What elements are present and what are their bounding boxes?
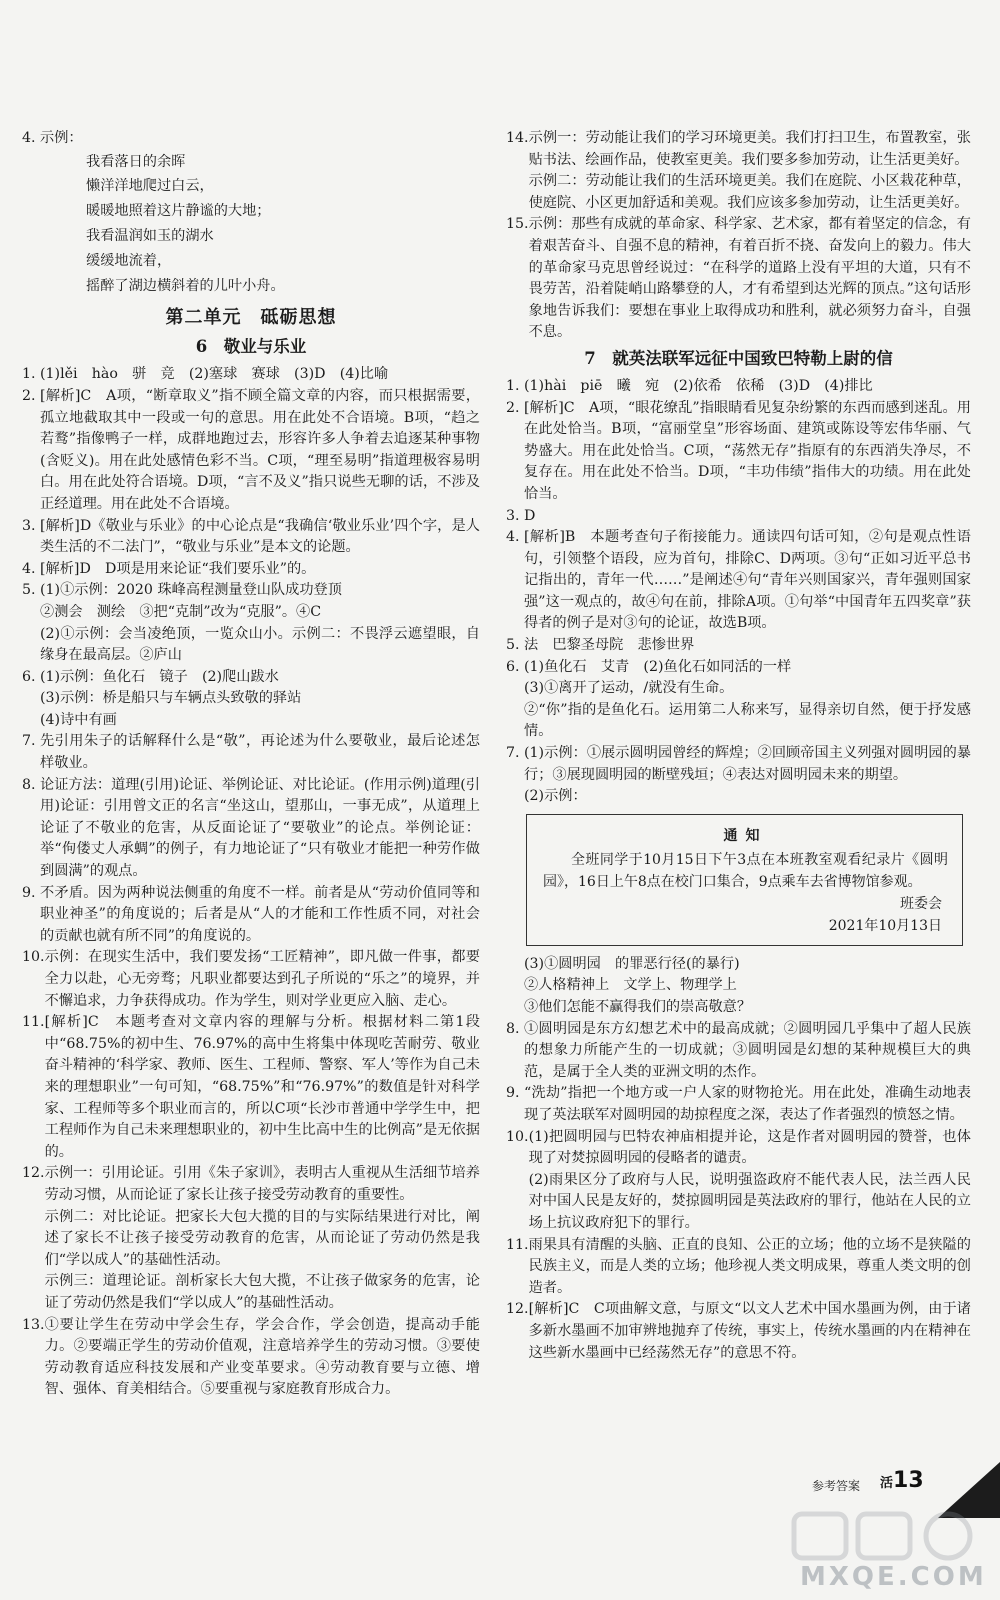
answer-line: 先引用朱子的话解释什么是“敬”，再论述为什么要敬业，最后论述怎样敬业。 bbox=[40, 733, 480, 772]
answer-item bbox=[506, 214, 971, 344]
answer-body bbox=[529, 128, 971, 214]
answer-line: (2)雨果区分了政府与人民，说明强盗政府不能代表人民，法兰西人民对中国人民是友好的，焚掠圆明园是英法政府的罪行，他站在人民的立场上抗议政府犯下的罪行。 bbox=[528, 1171, 971, 1231]
answer-item bbox=[22, 947, 480, 1012]
notice-date: 2021年10月13日 bbox=[828, 917, 942, 934]
answer-line: 示例：那些有成就的革命家、科学家、艺术家，都有着坚定的信念，有着艰苦奋斗、自强不息的精神，有着百折不挠、奋发向上的毅力。伟大的革命家马克思曾经说过：“在科学的道路上没有平坦的大道，只有不畏劳苦，沿着陡峭山路攀登的人，才有希望到达光辉的顶点。”这句话形象地告诉我们：要想在事业上取得成功和胜利，就必须努力奋斗，自强不息。 bbox=[528, 216, 971, 341]
answer-body bbox=[524, 1083, 971, 1126]
answer-body bbox=[40, 128, 480, 298]
answer-item bbox=[506, 527, 971, 635]
poem-block bbox=[40, 150, 480, 299]
answer-line: ②人格精神上 文学上、物理学上 bbox=[524, 977, 737, 994]
answer-item bbox=[506, 743, 971, 808]
answer-line: (1)①示例：2020 珠峰高程测量登山队成功登顶 bbox=[40, 582, 342, 599]
answer-line: 示例二：劳动能让我们的生活环境更美。我们在庭院、小区栽花种草，使庭院、小区更加舒适和美观。我们应该多参加劳动，让生活更美好。 bbox=[528, 173, 971, 211]
answer-line: (2)示例： bbox=[524, 788, 587, 805]
answer-body bbox=[529, 1235, 971, 1300]
answer-line: [解析]C C项曲解文意，与原文“以文人艺术中国水墨画为例，由于诸多新水墨画不加审辨地抛弃了传统，事实上，传统水墨画的内在精神在这些新水墨画中已经荡然无存”的意思不符。 bbox=[528, 1301, 971, 1361]
answer-item bbox=[506, 635, 971, 657]
answer-body bbox=[524, 506, 971, 528]
footer-page bbox=[880, 1468, 924, 1493]
answer-line: 法 巴黎圣母院 悲惨世界 bbox=[524, 637, 695, 654]
poem-line: 我看温润如玉的湖水 bbox=[86, 227, 214, 244]
answer-line: [解析]C A项，“断章取义”指不顾全篇文章的内容，而只根据需要，孤立地截取其中一段或一句的意思。用在此处不合语境。B项，“趋之若鹜”指像鸭子一样，成群地跑过去，形容许多人争着去追逐某种事物(含贬义)。用在此处感情色彩不当。C项，“理至易明”指道理极容易明白。用在此处符合语境。D项，“言不及义”指只说些无聊的话，不涉及正经道理。用在此处不合语境。 bbox=[40, 387, 480, 512]
answer-number: 2. bbox=[506, 399, 520, 416]
answer-body bbox=[524, 376, 971, 398]
right-column bbox=[506, 128, 971, 1364]
answer-item bbox=[506, 1299, 971, 1364]
answer-body bbox=[40, 559, 480, 581]
answer-body bbox=[524, 398, 971, 506]
answer-line: (1)示例：①展示圆明园曾经的辉煌；②回顾帝国主义列强对圆明园的暴行；③展现圆明园的断壁残垣；④表达对圆明园未来的期望。 bbox=[524, 745, 971, 783]
answer-item bbox=[506, 376, 971, 398]
answer-line: 示例：在现实生活中，我们要发扬“工匠精神”，即凡做一件事，都要全力以赴，心无旁骛；凡职业都要达到孔子所说的“乐之”的境界，并不懈追求，力争获得成功。作为学生，则对学业更应入脑、走心。 bbox=[44, 949, 480, 1009]
answer-number: 7. bbox=[506, 745, 520, 762]
notice-signer: 班委会 bbox=[900, 895, 942, 912]
footer-ref-label: 参考答案 bbox=[812, 1479, 861, 1493]
answer-number: 5. bbox=[506, 637, 520, 654]
answer-item bbox=[22, 775, 480, 883]
answer-number: 5. bbox=[22, 582, 36, 599]
answer-body bbox=[40, 516, 480, 559]
answer-line: (1)把圆明园与巴特农神庙相提并论，这是作者对圆明园的赞誉，也体现了对焚掠圆明园的侵略者的谴责。 bbox=[528, 1128, 971, 1167]
answer-body bbox=[524, 635, 971, 657]
answer-number: 15. bbox=[506, 216, 529, 233]
answer-line: (1)鱼化石 艾青 (2)鱼化石如同活的一样 bbox=[524, 658, 792, 675]
answer-line: [解析]C 本题考查对文章内容的理解与分析。根据材料二第1段中“68.75%的初中生、76.97%的高中生将集中体现吃苦耐劳、敬业奋斗精神的‘科学家、教师、医生、工程师、警察、军人’等作为自己未来的理想职业”一句可知，“68.75%”和“76.97%”的数值是针对科学家、工程师等多个职业而言的，所以C项“长沙市普通中学学生中，把工程师作为自己未来理想职业的，初中生比高中生的比例高”是无依据的。 bbox=[44, 1014, 480, 1160]
answer-number: 1. bbox=[22, 366, 36, 383]
answer-body bbox=[524, 527, 971, 635]
answer-item bbox=[506, 398, 971, 506]
answer-item bbox=[22, 1315, 480, 1401]
answer-line: ②“你”指的是鱼化石。运用第二人称来写，显得亲切自然，便于抒发感情。 bbox=[524, 701, 971, 740]
answer-item bbox=[506, 1235, 971, 1300]
answer-line: [解析]C A项，“眼花缭乱”指眼睛看见复杂纷繁的东西而感到迷乱。用在此处恰当。B项，“富丽堂皇”形容场面、建筑或陈设等宏伟华丽、气势盛大。用在此处恰当。C项，“荡然无存”指原有的东西消失净尽，不复存在。用在此处不恰当。D项，“丰功伟绩”指伟大的功绩。用在此处恰当。 bbox=[524, 399, 971, 502]
left-column bbox=[22, 128, 480, 1401]
answer-body bbox=[529, 214, 971, 344]
answer-number: 3. bbox=[506, 507, 520, 524]
answer-body bbox=[529, 1127, 971, 1235]
notice-title: 通知 bbox=[723, 827, 768, 844]
answer-line: D bbox=[524, 507, 536, 524]
answer-number: 10. bbox=[22, 949, 45, 966]
answer-number: 11. bbox=[506, 1236, 529, 1253]
answer-item-poem bbox=[22, 128, 480, 298]
answer-line: 示例一：引用论证。引用《朱子家训》，表明古人重视从生活细节培养劳动习惯，从而论证了家长让孩子接受劳动教育的重要性。 bbox=[44, 1165, 480, 1203]
answer-line: [解析]B 本题考查句子衔接能力。通读四句话可知，②句是观点性语句，引领整个语段，应为首句，排除C、D两项。③句“正如习近平总书记指出的，青年一代……”是阐述④句“青年兴则国家兴，青年强则国家强”这一观点的，故④句在前，排除A项。①句举“中国青年五四奖章”获得者的例子是对③句的论证，故选B项。 bbox=[524, 529, 971, 632]
answer-body bbox=[45, 1163, 480, 1314]
answer-number: 4. bbox=[22, 560, 36, 577]
poem-line: 暖暖地照着这片静谧的大地； bbox=[86, 203, 271, 220]
answer-line: (2)①示例：会当凌绝顶，一览众山小。示例二：不畏浮云遮望眼，自缘身在最高层。②庐山 bbox=[40, 625, 480, 664]
answer-line: 论证方法：道理(引用)论证、举例论证、对比论证。(作用示例)道理(引用)论证：引用曾文正的名言“坐这山，望那山，一事无成”，从道理上论证了不敬业的危害，从反面论证了“要敬业”的论点。举例论证：举“佝偻丈人承蜩”的例子，有力地论证了“只有敬业才能把一种劳作做到圆满”的观点。 bbox=[40, 776, 480, 880]
answer-line: (3)①离开了运动，/就没有生命。 bbox=[524, 680, 734, 697]
answer-number: 12. bbox=[506, 1301, 529, 1318]
answer-continuation bbox=[506, 954, 971, 1019]
answer-line: [解析]D D项是用来论证“我们要乐业”的。 bbox=[40, 560, 316, 577]
answer-line: 示例： bbox=[40, 130, 83, 146]
notice-wrapper bbox=[506, 814, 971, 946]
answer-item bbox=[22, 364, 480, 386]
answer-number: 9. bbox=[22, 884, 36, 901]
answer-body bbox=[529, 1299, 971, 1364]
answer-number: 4. bbox=[22, 130, 36, 146]
answer-number: 12. bbox=[22, 1165, 45, 1182]
answer-line: (1)hài piē 曦 宛 (2)依希 依稀 (3)D (4)排比 bbox=[524, 377, 873, 394]
poem-line: 缓缓地流着， bbox=[86, 252, 172, 269]
answer-number: 1. bbox=[506, 377, 520, 394]
answer-number: 2. bbox=[22, 387, 36, 404]
answer-line: (4)诗中有画 bbox=[40, 711, 117, 728]
answer-line: [解析]D《敬业与乐业》的中心论点是“我确信‘敬业乐业’四个字，是人类生活的不二法门”，“敬业与乐业”是本文的论题。 bbox=[40, 517, 480, 556]
answer-body bbox=[40, 580, 480, 666]
answer-number: 10. bbox=[506, 1128, 529, 1145]
unit-title: 第二单元 砥砺思想 bbox=[165, 307, 337, 329]
answer-item bbox=[22, 731, 480, 774]
answer-number: 3. bbox=[22, 517, 36, 534]
lesson-title: 6 敬业与乐业 bbox=[195, 337, 307, 357]
answer-number: 11. bbox=[22, 1014, 45, 1031]
answer-body bbox=[40, 667, 480, 732]
page-prefix: 活 bbox=[880, 1476, 894, 1491]
notice-body: 全班同学于10月15日下午3点在本班教室观看纪录片《圆明园》，16日上午8点在校门口集合，9点乘车去省博物馆参观。 bbox=[543, 851, 948, 890]
answer-number: 4. bbox=[506, 529, 520, 546]
answer-line: ②测会 测绘 ③把“克制”改为“克服”。④C bbox=[40, 603, 322, 620]
lesson-title: 7 就英法联军远征中国致巴特勒上尉的信 bbox=[584, 348, 893, 368]
answer-body bbox=[524, 743, 971, 808]
answer-number: 8. bbox=[506, 1020, 520, 1037]
answer-line: 雨果具有清醒的头脑、正直的良知、公正的立场；他的立场不是狭隘的民族主义，而是人类的立场；他珍视人类文明成果，尊重人类文明的创造者。 bbox=[528, 1236, 971, 1296]
answer-line: “洗劫”指把一个地方或一户人家的财物抢光。用在此处，准确生动地表现了英法联军对圆明园的劫掠程度之深，表达了作者强烈的愤怒之情。 bbox=[524, 1085, 971, 1123]
poem-line: 摇醉了湖边横斜着的儿叶小舟。 bbox=[86, 277, 285, 294]
watermark-text: MXQE.COM bbox=[800, 1562, 987, 1592]
answer-item bbox=[506, 657, 971, 743]
answer-item bbox=[22, 386, 480, 516]
answer-body bbox=[524, 1019, 971, 1084]
answer-line: ①圆明园是东方幻想艺术中的最高成就；②圆明园几乎集中了超人民族的想象力所能产生的一切成就；③圆明园是幻想的某种规模巨大的典范，是属于全人类的亚洲文明的杰作。 bbox=[524, 1020, 971, 1080]
answer-item bbox=[22, 559, 480, 581]
answer-item bbox=[22, 1012, 480, 1163]
answer-body bbox=[40, 883, 480, 948]
answer-body bbox=[40, 731, 480, 774]
answer-body bbox=[45, 947, 480, 1012]
answer-number: 6. bbox=[506, 658, 520, 675]
notice-box bbox=[526, 814, 963, 946]
answer-number: 6. bbox=[22, 668, 36, 685]
answer-item bbox=[22, 580, 480, 666]
answer-line: (1)lěi hào 骈 竞 (2)塞球 赛球 (3)D (4)比喻 bbox=[40, 366, 389, 383]
answer-item bbox=[22, 667, 480, 732]
page-number: 13 bbox=[893, 1468, 924, 1493]
answer-item bbox=[506, 128, 971, 214]
poem-line: 懒洋洋地爬过白云， bbox=[86, 178, 214, 195]
answer-number: 7. bbox=[22, 733, 36, 750]
answer-number: 14. bbox=[506, 130, 529, 146]
answer-number: 8. bbox=[22, 776, 36, 793]
answer-number: 9. bbox=[506, 1085, 520, 1102]
answer-line: (3)示例：桥是船只与车辆点头致敬的驿站 bbox=[40, 690, 302, 707]
answer-line: 示例一：劳动能让我们的学习环境更美。我们打扫卫生，布置教室，张贴书法、绘画作品，使教室更美。我们要多参加劳动，让生活更美好。 bbox=[528, 130, 971, 168]
answer-line: 示例三：道理论证。剖析家长大包大揽，不让孩子做家务的危害，论证了劳动仍然是我们“学以成人”的基础性活动。 bbox=[44, 1273, 480, 1311]
answer-line: 示例二：对比论证。把家长大包大揽的目的与实际结果进行对比，阐述了家长不让孩子接受劳动教育的危害，从而论证了劳动仍然是我们“学以成人”的基础性活动。 bbox=[44, 1208, 480, 1268]
answer-line: ①要让学生在劳动中学会生存，学会合作，学会创造，提高动手能力。②要端正学生的劳动价值观，注意培养学生的劳动习惯。③要使劳动教育适应科技发展和产业变革要求。④劳动教育要与立德、增智、强体、育美相结合。⑤要重视与家庭教育形成合力。 bbox=[44, 1316, 480, 1398]
answer-item bbox=[506, 1019, 971, 1084]
poem-line: 我看落日的余晖 bbox=[86, 153, 186, 170]
answer-body bbox=[40, 364, 480, 386]
answer-body bbox=[45, 1315, 480, 1401]
answer-line: (1)示例：鱼化石 镜子 (2)爬山跋水 bbox=[40, 668, 279, 685]
answer-line: ③他们怎能不赢得我们的崇高敬意？ bbox=[524, 999, 752, 1015]
answer-body bbox=[40, 386, 480, 516]
answer-item bbox=[22, 883, 480, 948]
answer-item bbox=[506, 1083, 971, 1126]
answer-body bbox=[45, 1012, 480, 1163]
answer-item bbox=[506, 506, 971, 528]
answer-number: 13. bbox=[22, 1316, 45, 1333]
answer-body bbox=[524, 657, 971, 743]
answer-item bbox=[506, 1127, 971, 1235]
answer-body bbox=[40, 775, 480, 883]
answer-item bbox=[22, 516, 480, 559]
answer-line: (3)①圆明园 的罪恶行径(的暴行) bbox=[524, 955, 740, 972]
answer-item bbox=[22, 1163, 480, 1314]
answer-line: 不矛盾。因为两种说法侧重的角度不一样。前者是从“劳动价值同等和职业神圣”的角度说的；后者是从“人的才能和工作性质不同，对社会的贡献也就有所不同”的角度说的。 bbox=[40, 884, 480, 944]
